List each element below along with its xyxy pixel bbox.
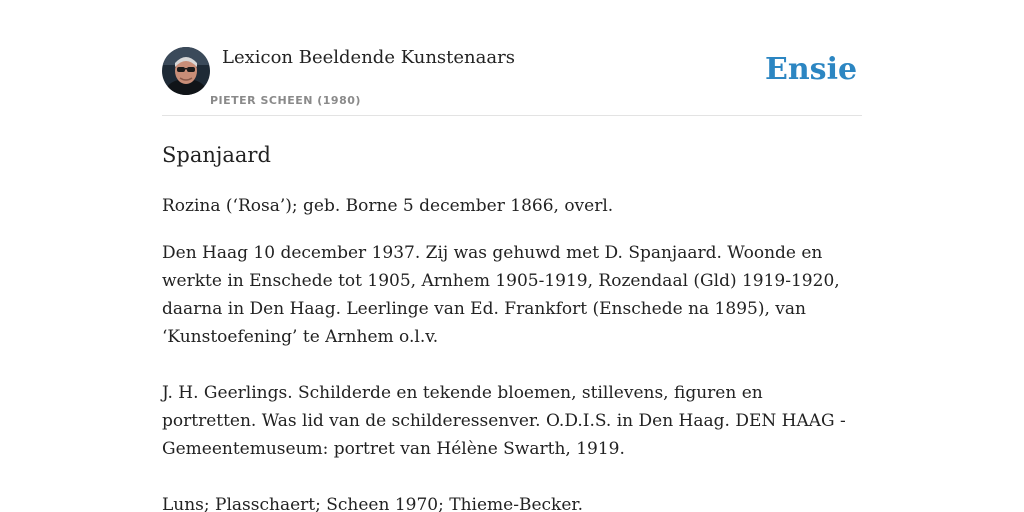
site-title[interactable]: Lexicon Beeldende Kunstenaars: [222, 47, 515, 68]
author-avatar[interactable]: [162, 47, 210, 95]
author-byline[interactable]: PIETER SCHEEN (1980): [210, 94, 361, 107]
author-portrait-icon: [162, 47, 210, 95]
entry-paragraph: Den Haag 10 december 1937. Zij was gehuwd met D. Spanjaard. Woonde en werkte in Enschede tot 1905, Arnhem 1905-1919, Rozendaal (Gld) 1919-1920, daarna in Den Haag. Leerlinge van Ed. Frankfort (Enschede na 1895), van ‘Kunstoefening’ te Arnhem o.l.v.: [162, 243, 840, 347]
entry-title: Spanjaard: [162, 143, 271, 167]
entry-paragraph: Rozina (‘Rosa’); geb. Borne 5 december 1866, overl.: [162, 196, 614, 216]
ensie-logo[interactable]: Ensie: [765, 52, 858, 87]
header-divider: [162, 115, 862, 116]
entry-paragraph: J. H. Geerlings. Schilderde en tekende bloemen, stillevens, figuren en portretten. Was lid van de schilderessenver. O.D.I.S. in Den Haag. DEN HAAG - Gemeentemuseum: portret van Hélène Swarth, 1919.: [162, 383, 846, 459]
entry-references: Luns; Plasschaert; Scheen 1970; Thieme-Becker.: [162, 495, 584, 512]
